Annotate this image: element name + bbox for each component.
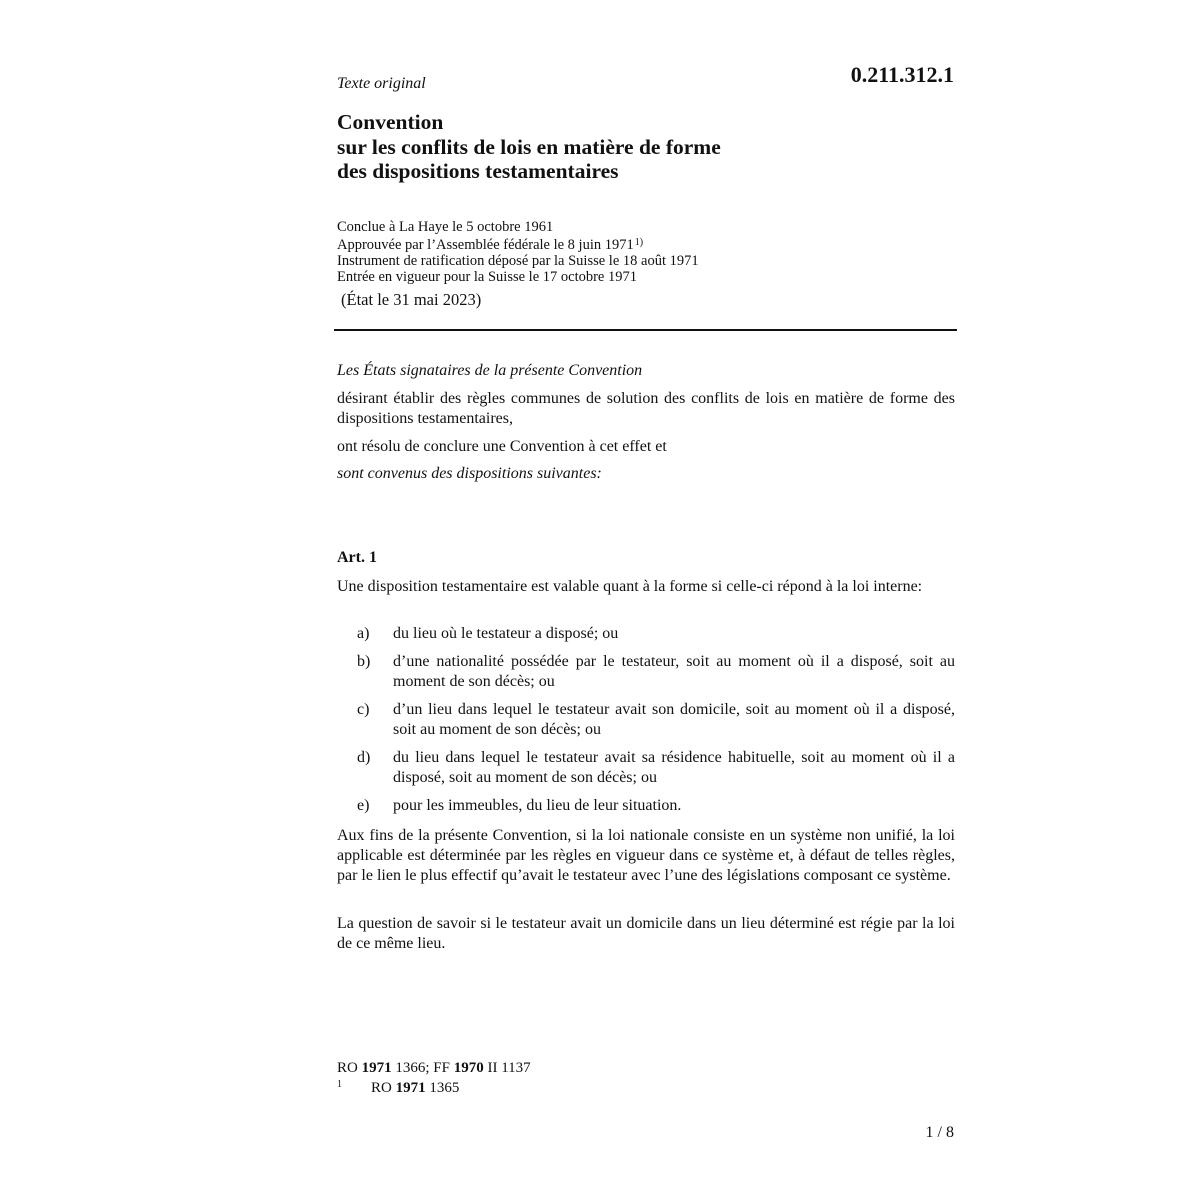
footnote-year: 1971 bbox=[395, 1080, 426, 1096]
list-item bbox=[337, 796, 955, 816]
preamble-desiring: désirant établir des règles communes de solution des conflits de lois en matière de forme des dispositions testamentaires, bbox=[337, 390, 955, 427]
list-item-letter: c) bbox=[357, 701, 370, 718]
list-item-letter: d) bbox=[357, 749, 371, 766]
footnote-number: 1 bbox=[337, 1079, 342, 1090]
preamble-resolved: ont résolu de conclure une Convention à cet effet et bbox=[337, 438, 667, 455]
article-1-paragraph-2: Aux fins de la présente Convention, si la loi nationale consiste en un système non unifié, la loi applicable est déterminée par les règles en vigueur dans ce système et, à défaut de telles règles, par le lien le plus effectif qu’avait le testateur avec l’une des législations composant ce système. bbox=[337, 827, 955, 884]
source-reference bbox=[337, 1058, 955, 1078]
article-1-heading: Art. 1 bbox=[337, 549, 377, 566]
header-divider bbox=[334, 329, 957, 331]
page-number: 1 / 8 bbox=[925, 1124, 954, 1141]
article-1-paragraph-3: La question de savoir si le testateur avait un domicile dans un lieu déterminé est régie par la loi de ce même lieu. bbox=[337, 915, 955, 952]
list-item-text: pour les immeubles, du lieu de leur situation. bbox=[393, 797, 682, 814]
footnote-text bbox=[371, 1078, 459, 1098]
source-prefix: RO bbox=[337, 1060, 362, 1076]
list-item-text: d’une nationalité possédée par le testateur, soit au moment où il a disposé, soit au moment de son décès; ou bbox=[393, 653, 955, 690]
list-item-letter: e) bbox=[357, 797, 370, 814]
source-year-1: 1971 bbox=[361, 1060, 392, 1076]
list-item-text: du lieu dans lequel le testateur avait sa résidence habituelle, soit au moment où il a disposé, soit au moment de son décès; ou bbox=[393, 749, 955, 786]
ratification-line: Instrument de ratification déposé par la Suisse le 18 août 1971 bbox=[337, 253, 699, 269]
list-item bbox=[337, 624, 955, 644]
article-1-list bbox=[337, 624, 955, 824]
footnote-1 bbox=[337, 1078, 955, 1098]
preamble-parties: Les États signataires de la présente Convention bbox=[337, 362, 643, 379]
list-item bbox=[337, 700, 955, 740]
title-line-3: des dispositions testamentaires bbox=[337, 159, 619, 183]
list-item bbox=[337, 652, 955, 692]
title-line-2: sur les conflits de lois en matière de forme bbox=[337, 134, 721, 159]
sr-number: 0.211.312.1 bbox=[850, 62, 954, 87]
title-line-1: Convention bbox=[337, 110, 444, 134]
approved-text: Approuvée par l’Assemblée fédérale le 8 juin 1971 bbox=[337, 237, 634, 253]
document-title bbox=[337, 110, 955, 184]
preamble-agreed: sont convenus des dispositions suivantes: bbox=[337, 465, 602, 482]
list-item-text: d’un lieu dans lequel le testateur avait son domicile, soit au moment où il a disposé, soit au moment de son décès; ou bbox=[393, 701, 955, 738]
article-1-intro: Une disposition testamentaire est valable quant à la forme si celle-ci répond à la loi interne: bbox=[337, 578, 923, 595]
list-item-letter: a) bbox=[357, 625, 370, 642]
original-text-label: Texte original bbox=[337, 75, 426, 92]
list-item-text: du lieu où le testateur a disposé; ou bbox=[393, 625, 619, 642]
source-year-2: 1970 bbox=[453, 1060, 484, 1076]
approved-line bbox=[337, 235, 955, 253]
source-suffix: II 1137 bbox=[483, 1060, 531, 1076]
document-metadata bbox=[337, 219, 955, 285]
footnotes bbox=[337, 1058, 955, 1098]
state-date: (État le 31 mai 2023) bbox=[341, 290, 482, 309]
list-item-letter: b) bbox=[357, 653, 371, 670]
source-mid: 1366; FF bbox=[391, 1060, 454, 1076]
concluded-line: Conclue à La Haye le 5 octobre 1961 bbox=[337, 219, 554, 235]
footnote-prefix: RO bbox=[371, 1080, 396, 1096]
entry-into-force-line: Entrée en vigueur pour la Suisse le 17 octobre 1971 bbox=[337, 269, 637, 285]
footnote-suffix: 1365 bbox=[425, 1080, 460, 1096]
footnote-ref-1[interactable]: 1) bbox=[634, 237, 644, 248]
list-item bbox=[337, 748, 955, 788]
